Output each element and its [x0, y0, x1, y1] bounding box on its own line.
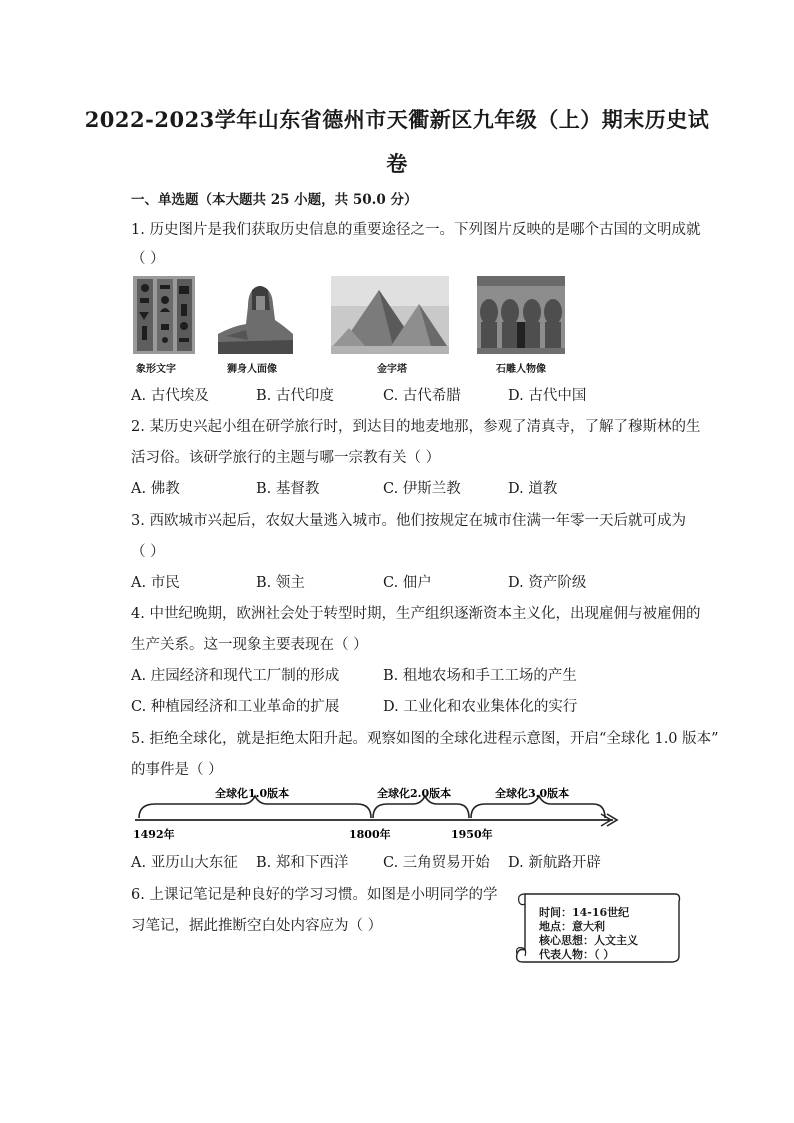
q1-option-d[interactable]: D. 古代中国 [508, 388, 587, 404]
timeline-label-3: 全球化3.0版本 [495, 787, 570, 800]
q3-option-a[interactable]: A. 市民 [131, 575, 180, 591]
q5-option-a[interactable]: A. 亚历山大东征 [131, 855, 238, 871]
q4-stem-line1: 4. 中世纪晚期，欧洲社会处于转型时期，生产组织逐渐资本主义化，出现雇佣与被雇佣的 [131, 606, 701, 622]
q3-stem-line1: 3. 西欧城市兴起后，农奴大量逃入城市。他们按规定在城市住满一年零一天后就可成为 [131, 513, 686, 529]
pyramids-image [331, 276, 449, 354]
q6-stem-line2: 习笔记，据此推断空白处内容应为（ ） [131, 918, 383, 934]
q2-option-a[interactable]: A. 佛教 [131, 481, 180, 497]
q5-option-c[interactable]: C. 三角贸易开始 [383, 855, 490, 871]
globalization-timeline [131, 782, 623, 844]
q1-option-b[interactable]: B. 古代印度 [256, 388, 334, 404]
q4-option-d[interactable]: D. 工业化和农业集体化的实行 [383, 699, 578, 715]
sphinx-caption: 狮身人面像 [227, 364, 277, 375]
timeline-year-2: 1800年 [349, 828, 391, 841]
stone-statues-caption: 石雕人物像 [496, 364, 546, 375]
q2-option-b[interactable]: B. 基督教 [256, 481, 320, 497]
q4-option-c[interactable]: C. 种植园经济和工业革命的扩展 [131, 699, 340, 715]
exam-title-line1: 2022-2023学年山东省德州市天衢新区九年级（上）期末历史试 [84, 107, 710, 132]
q4-option-a[interactable]: A. 庄园经济和现代工厂制的形成 [131, 668, 340, 684]
timeline-year-3: 1950年 [451, 828, 493, 841]
note-core-idea: 核心思想：人文主义 [539, 934, 638, 947]
q5-stem-line2: 的事件是（ ） [131, 762, 223, 778]
q2-option-d[interactable]: D. 道教 [508, 481, 558, 497]
note-place: 地点：意大利 [539, 920, 605, 933]
q4-stem-line2: 生产关系。这一现象主要表现在（ ） [131, 637, 368, 653]
q1-option-c[interactable]: C. 古代希腊 [383, 388, 461, 404]
q3-option-c[interactable]: C. 佃户 [383, 575, 432, 591]
q3-option-b[interactable]: B. 领主 [256, 575, 305, 591]
pyramids-caption: 金字塔 [377, 364, 407, 375]
hieroglyphs-image [133, 276, 195, 354]
q5-stem-line1: 5. 拒绝全球化，就是拒绝太阳升起。观察如图的全球化进程示意图，开启“全球化 1.0 版本” [131, 731, 719, 747]
q1-stem-line1: 1. 历史图片是我们获取历史信息的重要途径之一。下列图片反映的是哪个古国的文明成就 [131, 222, 701, 238]
timeline-label-1: 全球化1.0版本 [215, 787, 290, 800]
hieroglyphs-caption: 象形文字 [136, 364, 176, 375]
q3-option-d[interactable]: D. 资产阶级 [508, 575, 587, 591]
q3-stem-line2: （ ） [131, 544, 165, 560]
q1-option-a[interactable]: A. 古代埃及 [131, 388, 209, 404]
sphinx-image [218, 276, 293, 354]
study-note-scroll [513, 888, 683, 966]
q5-option-d[interactable]: D. 新航路开辟 [508, 855, 601, 871]
q2-option-c[interactable]: C. 伊斯兰教 [383, 481, 461, 497]
q1-stem-line2: （ ） [131, 251, 165, 267]
section-heading: 一、单选题（本大题共 25 小题，共 50.0 分） [131, 192, 418, 208]
q5-option-b[interactable]: B. 郑和下西洋 [256, 855, 349, 871]
timeline-year-1: 1492年 [133, 828, 175, 841]
exam-title-line2: 卷 [386, 151, 408, 176]
q4-option-b[interactable]: B. 租地农场和手工工场的产生 [383, 668, 577, 684]
stone-statues-image [477, 276, 565, 354]
q6-stem-line1: 6. 上课记笔记是种良好的学习习惯。如图是小明同学的学 [131, 887, 498, 903]
note-representative: 代表人物：（ ） [539, 948, 615, 961]
timeline-label-2: 全球化2.0版本 [377, 787, 452, 800]
q2-stem-line1: 2. 某历史兴起小组在研学旅行时，到达目的地麦地那，参观了清真寺，了解了穆斯林的生 [131, 419, 701, 435]
q2-stem-line2: 活习俗。该研学旅行的主题与哪一宗教有关（ ） [131, 450, 441, 466]
note-time: 时间：14-16世纪 [539, 906, 630, 919]
